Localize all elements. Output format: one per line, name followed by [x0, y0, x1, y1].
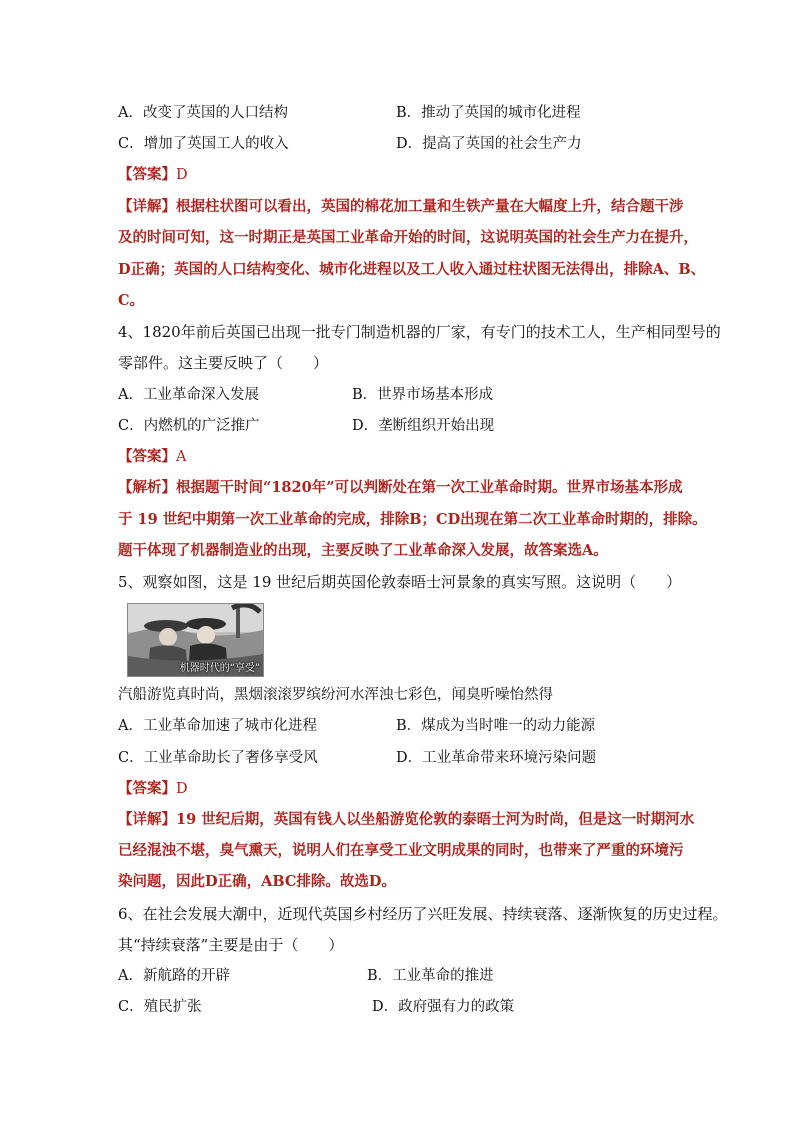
- answer-tag: 【答案】: [118, 166, 176, 183]
- q5-answer: [118, 779, 188, 799]
- explain-tag: 【详解】: [118, 198, 176, 215]
- explain-tag: 【详解】: [118, 811, 176, 828]
- q4-option-d: D．垄断组织开始出现: [352, 418, 495, 434]
- q3-explanation-line-2: 及的时间可知，这一时期正是英国工业革命开始的时间，这说明英国的社会生产力在提升，: [118, 229, 698, 246]
- q4-explanation-line-3: 题干体现了机器制造业的出现，主要反映了工业革命深入发展，故答案选A。: [118, 542, 608, 559]
- explain-text: 19 世纪后期，英国有钱人以坐船游览伦敦的泰晤士河为时尚，但是这一时期河水: [176, 811, 695, 828]
- q4-stem-line-2: 零部件。这主要反映了（ ）: [118, 354, 329, 372]
- q5-option-a: A．工业革命加速了城市化进程: [118, 718, 317, 734]
- thames-steamboat-photo: [127, 603, 264, 677]
- q5-explanation-line-1: [118, 810, 694, 830]
- q6-option-c: C．殖民扩张: [118, 999, 202, 1015]
- q4-stem-line-1: 4、1820年前后英国已出现一批专门制造机器的厂家，有专门的技术工人，生产相同型号的: [118, 323, 721, 341]
- answer-value: D: [176, 781, 188, 797]
- explain-text: 根据题干时间“1820年”可以判断处在第一次工业革命时期。世界市场基本形成: [176, 479, 683, 496]
- q5-explanation-line-2: 已经混浊不堪，臭气熏天，说明人们在享受工业文明成果的同时，也带来了严重的环境污: [118, 842, 684, 859]
- q4-answer: [118, 447, 186, 467]
- q4-explanation-line-2: 于 19 世纪中期第一次工业革命的完成，排除B；CD出现在第二次工业革命时期的，排除。: [118, 511, 707, 528]
- q4-option-b: B．世界市场基本形成: [352, 387, 494, 403]
- answer-value: A: [176, 449, 187, 465]
- q6-stem-line-2: 其“持续衰落”主要是由于（ ）: [118, 936, 344, 954]
- q3-option-d: D．提高了英国的社会生产力: [396, 136, 582, 152]
- q5-option-d: D．工业革命带来环境污染问题: [396, 750, 597, 766]
- photo-caption: 机器时代的“享受”: [179, 663, 260, 674]
- q4-option-a: A．工业革命深入发展: [118, 387, 259, 403]
- answer-value: D: [176, 167, 188, 183]
- q3-answer: [118, 165, 188, 185]
- q3-option-a: A．改变了英国的人口结构: [118, 105, 288, 121]
- q5-option-c: C．工业革命助长了奢侈享受风: [118, 750, 318, 766]
- explain-tag: 【解析】: [118, 479, 176, 496]
- q5-option-b: B．煤成为当时唯一的动力能源: [396, 718, 596, 734]
- q6-option-d: D．政府强有力的政策: [372, 999, 515, 1015]
- q5-caption-line: 汽船游览真时尚，黑烟滚滚罗缤纷河水浑浊七彩色，闻臭听噪怡然得: [118, 687, 553, 703]
- q6-option-b: B．工业革命的推进: [367, 968, 494, 984]
- q6-option-a: A．新航路的开辟: [118, 968, 230, 984]
- explain-text: 根据柱状图可以看出，英国的棉花加工量和生铁产量在大幅度上升，结合题干涉: [176, 198, 684, 215]
- q3-explanation-line-4: C。: [118, 292, 145, 309]
- q6-stem-line-1: 6、在社会发展大潮中，近现代英国乡村经历了兴旺发展、持续衰落、逐渐恢复的历史过程。: [118, 905, 728, 923]
- q4-option-c: C．内燃机的广泛推广: [118, 418, 260, 434]
- q5-explanation-line-3: 染问题，因此D正确，ABC排除。故选D。: [118, 873, 396, 890]
- q3-option-c: C．增加了英国工人的收入: [118, 136, 289, 152]
- q5-stem: 5、观察如图，这是 19 世纪后期英国伦敦泰晤士河景象的真实写照。这说明（ ）: [118, 573, 682, 591]
- q3-explanation-line-1: [118, 197, 684, 217]
- q3-explanation-line-3: D正确；英国的人口结构变化、城市化进程以及工人收入通过柱状图无法得出，排除A、B、: [118, 261, 706, 278]
- answer-tag: 【答案】: [118, 448, 176, 465]
- answer-tag: 【答案】: [118, 780, 176, 797]
- q4-explanation-line-1: [118, 478, 683, 498]
- q3-option-b: B．推动了英国的城市化进程: [396, 105, 581, 121]
